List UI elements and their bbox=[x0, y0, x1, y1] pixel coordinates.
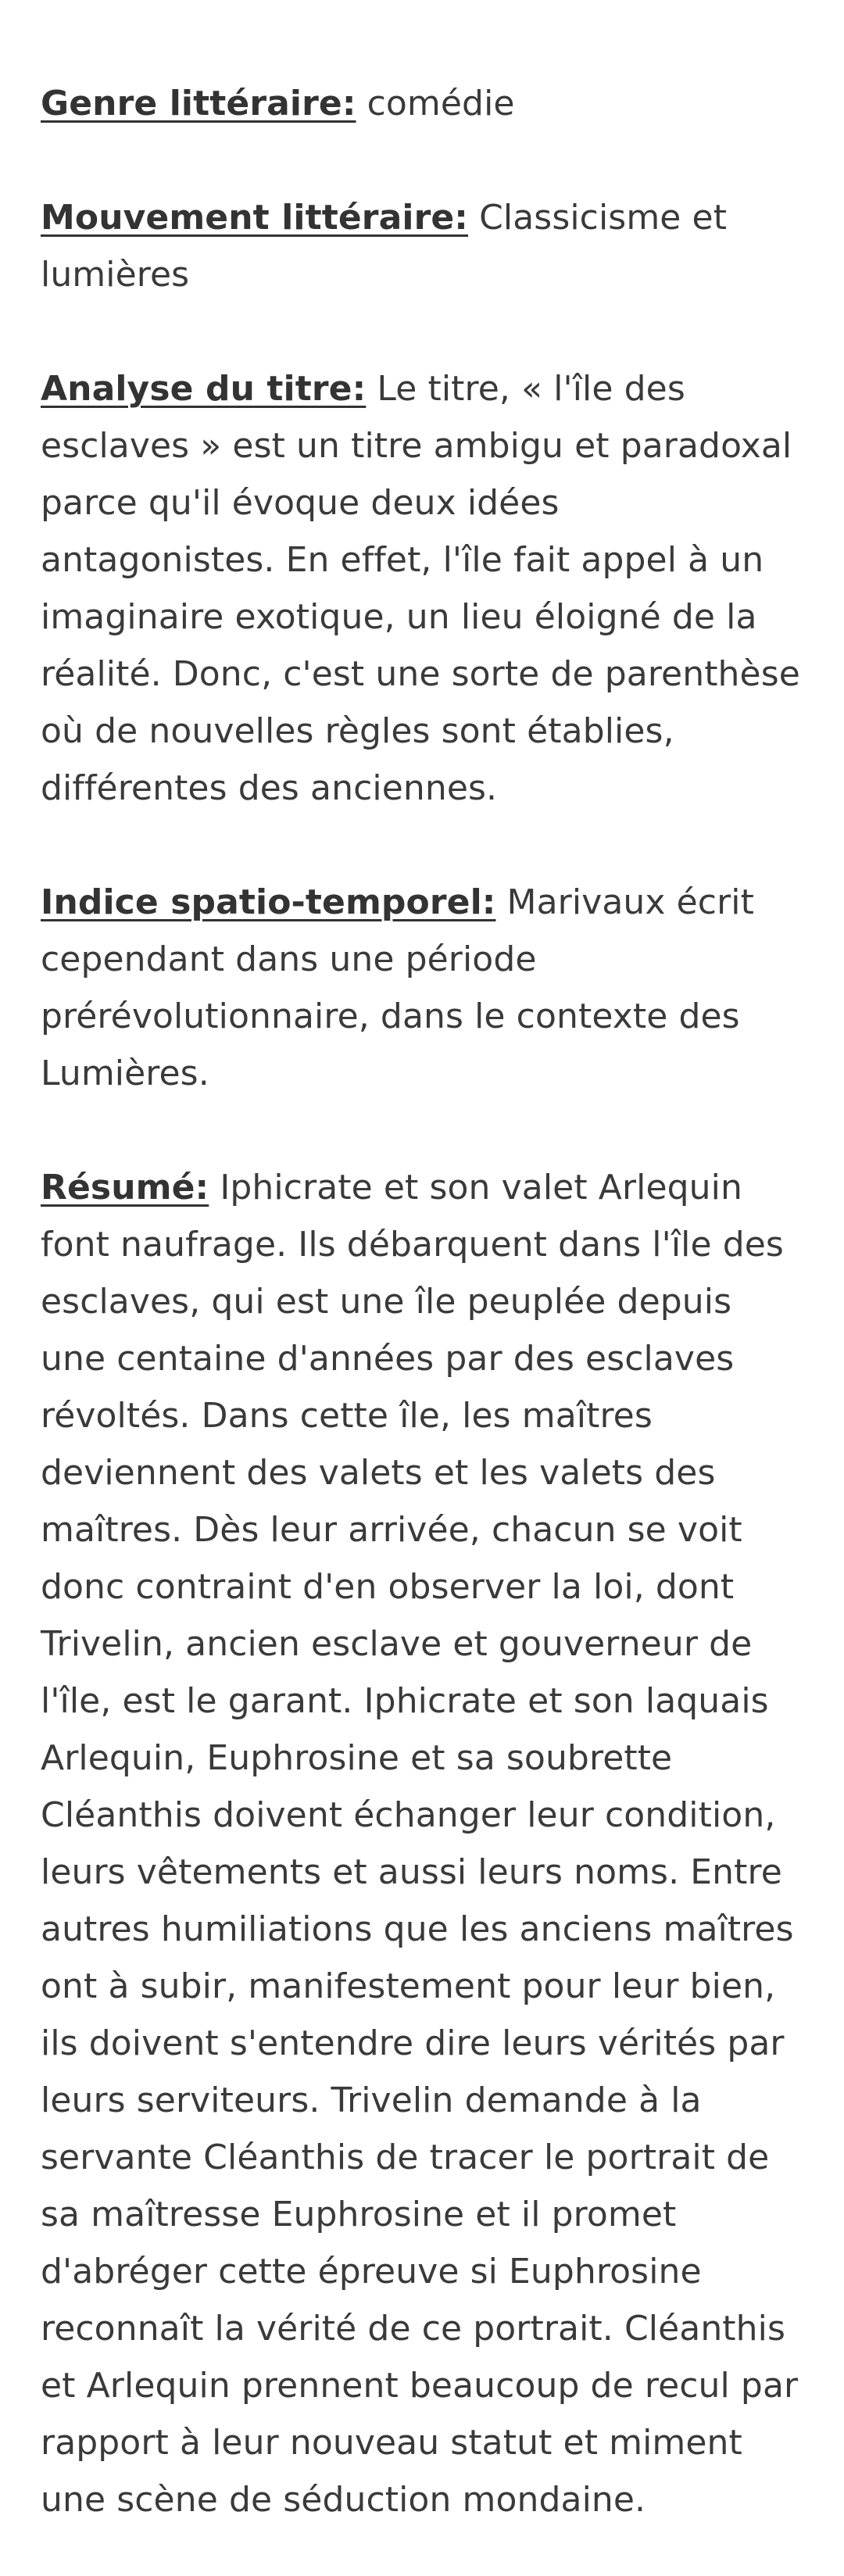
section-analyse-titre bbox=[41, 360, 803, 817]
indice-text: Marivaux écrit cependant dans une période prérévolutionnaire, dans le contexte des Lumières. bbox=[41, 882, 754, 1093]
mouvement-text: Classicisme et lumières bbox=[41, 198, 728, 295]
section-mouvement bbox=[41, 189, 803, 303]
section-genre bbox=[41, 75, 803, 132]
section-resume bbox=[41, 1159, 803, 2528]
indice-label: Indice spatio-temporel: bbox=[41, 882, 496, 922]
genre-label: Genre littéraire: bbox=[41, 84, 356, 123]
mouvement-paragraph bbox=[41, 189, 803, 303]
analyse-titre-text: Le titre, « l'île des esclaves » est un titre ambigu et paradoxal parce qu'il évoque deux idées antagonistes. En effet, l'île fait appel à un imaginaire exotique, un lieu éloigné de la réalité. Donc, c'est une sorte de parenthèse où de nouvelles règles sont établies, différentes des anciennes. bbox=[41, 369, 800, 808]
analyse-titre-label: Analyse du titre: bbox=[41, 369, 367, 409]
resume-text: Iphicrate et son valet Arlequin font naufrage. Ils débarquent dans l'île des esclaves, qui est une île peuplée depuis une centaine d'années par des esclaves révoltés. Dans cette île, les maîtres deviennent des valets et les valets des maîtres. Dès leur arrivée, chacun se voit donc contraint d'en observer la loi, dont Trivelin, ancien esclave et gouverneur de l'île, est le garant. Iphicrate et son laquais Arlequin, Euphrosine et sa soubrette Cléanthis doivent échanger leur condition, leurs vêtements et aussi leurs noms. Entre autres humiliations que les anciens maîtres ont à subir, manifestement pour leur bien, ils doivent s'entendre dire leurs vérités par leurs serviteurs. Trivelin demande à la servante Cléanthis de tracer le portrait de sa maîtresse Euphrosine et il promet d'abréger cette épreuve si Euphrosine reconnaît la vérité de ce portrait. Cléanthis et Arlequin prennent beaucoup de recul par rapport à leur nouveau statut et miment une scène de séduction mondaine. bbox=[41, 1168, 799, 2520]
genre-paragraph bbox=[41, 75, 803, 132]
mouvement-label: Mouvement littéraire: bbox=[41, 198, 469, 238]
resume-paragraph bbox=[41, 1159, 803, 2528]
section-indice-spatio-temporel bbox=[41, 874, 803, 1102]
indice-paragraph bbox=[41, 874, 803, 1102]
analyse-titre-paragraph bbox=[41, 360, 803, 817]
genre-text: comédie bbox=[356, 84, 515, 123]
resume-label: Résumé: bbox=[41, 1168, 209, 1208]
